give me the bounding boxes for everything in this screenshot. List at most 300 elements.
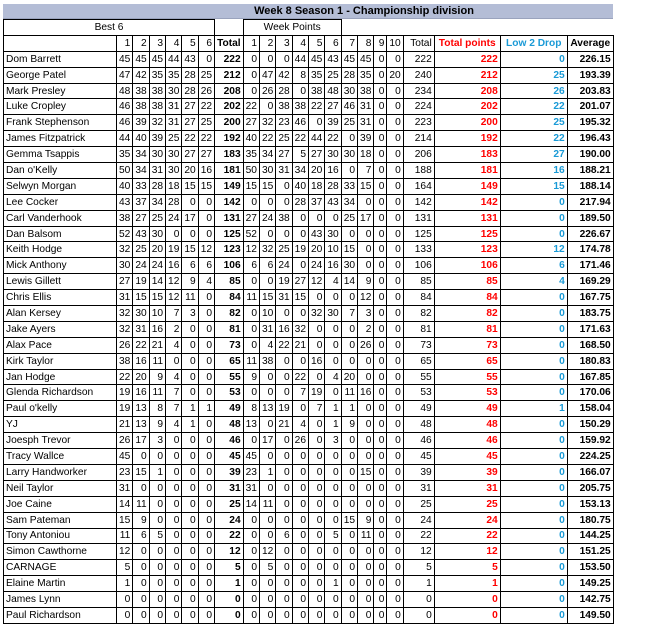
- week-score: 0: [292, 449, 308, 465]
- week-score: 0: [325, 560, 341, 576]
- low2-drop: 0: [500, 417, 567, 433]
- week-score: 0: [309, 290, 325, 306]
- player-name: Alax Pace: [4, 337, 117, 353]
- low2-drop: 0: [500, 337, 567, 353]
- best-score: 25: [198, 115, 214, 131]
- week-score: 23: [276, 115, 292, 131]
- week-score: 0: [387, 449, 403, 465]
- best-score: 28: [182, 67, 198, 83]
- week-score: 0: [292, 401, 308, 417]
- best-score: 6: [198, 258, 214, 274]
- week-total: 131: [403, 210, 434, 226]
- week-score: 0: [276, 480, 292, 496]
- week-score: 0: [292, 512, 308, 528]
- best-score: 7: [166, 385, 182, 401]
- week-score: 46: [341, 99, 357, 115]
- low2-drop: 0: [500, 210, 567, 226]
- week-score: 31: [276, 163, 292, 179]
- table-row: [4, 369, 614, 385]
- best-score: 0: [182, 607, 198, 623]
- week-score: 0: [259, 385, 275, 401]
- week-col-header: 4: [292, 35, 308, 51]
- best-total: 123: [215, 242, 244, 258]
- week-score: 0: [292, 464, 308, 480]
- week-score: 0: [309, 480, 325, 496]
- week-score: 0: [309, 576, 325, 592]
- week-score: 0: [374, 544, 387, 560]
- table-row: [4, 449, 614, 465]
- week-score: 0: [374, 449, 387, 465]
- best-score: 0: [117, 607, 133, 623]
- week-score: 0: [259, 607, 275, 623]
- player-name: Jan Hodge: [4, 369, 117, 385]
- name-column-header: [4, 35, 117, 51]
- best-score: 6: [133, 528, 149, 544]
- best-total: 22: [215, 528, 244, 544]
- week-score: 24: [309, 258, 325, 274]
- best-total: 200: [215, 115, 244, 131]
- best-score: 17: [182, 210, 198, 226]
- table-row: [4, 464, 614, 480]
- best-total: 12: [215, 544, 244, 560]
- week-score: 0: [358, 194, 374, 210]
- average: 188.14: [567, 178, 613, 194]
- week-score: 31: [358, 115, 374, 131]
- best-score: 0: [166, 496, 182, 512]
- week-score: 0: [309, 321, 325, 337]
- week-score: 15: [341, 242, 357, 258]
- week-score: 0: [259, 369, 275, 385]
- best-score: 4: [166, 369, 182, 385]
- total-points: 82: [434, 306, 500, 322]
- week-score: 35: [243, 147, 259, 163]
- week-score: 0: [358, 258, 374, 274]
- table-row: [4, 306, 614, 322]
- week-score: 0: [374, 194, 387, 210]
- best-score: 45: [117, 51, 133, 67]
- best-score: 38: [117, 353, 133, 369]
- total-points: 123: [434, 242, 500, 258]
- best-total: 85: [215, 274, 244, 290]
- best-score: 0: [198, 592, 214, 608]
- average: 167.85: [567, 369, 613, 385]
- table-row: [4, 178, 614, 194]
- best-score: 44: [166, 51, 182, 67]
- week-score: 0: [325, 449, 341, 465]
- best-score: 14: [149, 274, 165, 290]
- player-name: Mick Anthony: [4, 258, 117, 274]
- low2-drop: 12: [500, 242, 567, 258]
- player-name: Mark Presley: [4, 83, 117, 99]
- week-score: 31: [358, 99, 374, 115]
- player-name: Dan Balsom: [4, 226, 117, 242]
- week-total: 55: [403, 369, 434, 385]
- week-score: 19: [292, 242, 308, 258]
- table-row: [4, 242, 614, 258]
- week-score: 30: [325, 306, 341, 322]
- total-points: 202: [434, 99, 500, 115]
- average: 167.75: [567, 290, 613, 306]
- week-score: 0: [243, 433, 259, 449]
- header-row-columns: [4, 35, 614, 51]
- table-row: [4, 337, 614, 353]
- week-score: 0: [387, 115, 403, 131]
- week-score: 27: [243, 115, 259, 131]
- week-score: 0: [387, 306, 403, 322]
- total-points: 208: [434, 83, 500, 99]
- week-score: 14: [243, 496, 259, 512]
- best-score: 0: [198, 369, 214, 385]
- best-total: 192: [215, 131, 244, 147]
- header-row-groups: [4, 20, 614, 36]
- player-name: Alan Kersey: [4, 306, 117, 322]
- best-total: 222: [215, 51, 244, 67]
- week-score: 43: [325, 194, 341, 210]
- best-score: 31: [133, 321, 149, 337]
- best-score: 15: [133, 290, 149, 306]
- total-points: 192: [434, 131, 500, 147]
- player-name: YJ: [4, 417, 117, 433]
- average: 174.78: [567, 242, 613, 258]
- week-score: 0: [309, 607, 325, 623]
- total-points: 0: [434, 607, 500, 623]
- week-score: 30: [341, 258, 357, 274]
- week-score: 20: [387, 67, 403, 83]
- week-score: 20: [309, 242, 325, 258]
- best-score: 0: [166, 544, 182, 560]
- week-score: 0: [374, 560, 387, 576]
- week-total: 240: [403, 67, 434, 83]
- week-col-header: 3: [276, 35, 292, 51]
- week-score: 0: [276, 512, 292, 528]
- best-score: 0: [149, 512, 165, 528]
- table-row: [4, 163, 614, 179]
- best-score: 13: [133, 401, 149, 417]
- week-score: 11: [358, 528, 374, 544]
- low2-drop: 0: [500, 576, 567, 592]
- total-points: 48: [434, 417, 500, 433]
- week-total: 84: [403, 290, 434, 306]
- week-score: 2: [358, 321, 374, 337]
- week-score: 0: [358, 369, 374, 385]
- week-score: 0: [292, 576, 308, 592]
- best-score: 0: [182, 496, 198, 512]
- best-score: 6: [182, 258, 198, 274]
- week-score: 0: [387, 178, 403, 194]
- week-score: 5: [259, 560, 275, 576]
- average: 196.43: [567, 131, 613, 147]
- week-score: 26: [292, 433, 308, 449]
- week-score: 25: [341, 115, 357, 131]
- week-score: 0: [325, 544, 341, 560]
- best-score: 0: [149, 576, 165, 592]
- week-score: 9: [243, 369, 259, 385]
- best-score: 22: [133, 337, 149, 353]
- best-score: 0: [198, 226, 214, 242]
- best-total: 131: [215, 210, 244, 226]
- week-total: 45: [403, 449, 434, 465]
- week-score: 0: [341, 290, 357, 306]
- best-score: 25: [133, 242, 149, 258]
- week-total: 206: [403, 147, 434, 163]
- week-score: 0: [292, 83, 308, 99]
- best-score: 0: [182, 433, 198, 449]
- average: 189.50: [567, 210, 613, 226]
- average: 149.25: [567, 576, 613, 592]
- week-score: 39: [358, 131, 374, 147]
- week-score: 15: [292, 290, 308, 306]
- best-score: 26: [117, 337, 133, 353]
- best-score: 19: [117, 401, 133, 417]
- week-score: 0: [341, 353, 357, 369]
- best-total: 202: [215, 99, 244, 115]
- best-total: 24: [215, 512, 244, 528]
- best-total: 1: [215, 576, 244, 592]
- week-score: 6: [259, 258, 275, 274]
- average: 153.13: [567, 496, 613, 512]
- best-total: 45: [215, 449, 244, 465]
- best-score: 46: [117, 99, 133, 115]
- best-score: 0: [182, 512, 198, 528]
- best-score: 0: [182, 337, 198, 353]
- table-row: [4, 321, 614, 337]
- week-score: 0: [325, 496, 341, 512]
- best-score: 0: [198, 210, 214, 226]
- total-points: 22: [434, 528, 500, 544]
- week-score: 28: [292, 194, 308, 210]
- week-score: 0: [374, 83, 387, 99]
- week-score: 0: [276, 592, 292, 608]
- average-header: Average: [567, 35, 613, 51]
- player-name: Lee Cocker: [4, 194, 117, 210]
- week-score: 0: [374, 210, 387, 226]
- total-points-header: Total points: [434, 35, 500, 51]
- best-score: 4: [166, 337, 182, 353]
- week-score: 0: [387, 99, 403, 115]
- best-score: 46: [117, 115, 133, 131]
- best-score: 1: [198, 401, 214, 417]
- week-score: 0: [387, 528, 403, 544]
- week-score: 22: [259, 131, 275, 147]
- week-score: 0: [309, 337, 325, 353]
- week-score: 0: [292, 592, 308, 608]
- week-score: 0: [341, 528, 357, 544]
- week-score: 7: [341, 306, 357, 322]
- low2-drop: 0: [500, 353, 567, 369]
- best-score: 42: [133, 67, 149, 83]
- week-score: 12: [243, 242, 259, 258]
- week-score: 47: [259, 67, 275, 83]
- week-score: 6: [243, 258, 259, 274]
- total-points: 106: [434, 258, 500, 274]
- low2-drop: 0: [500, 321, 567, 337]
- average: 217.94: [567, 194, 613, 210]
- total-points: 25: [434, 496, 500, 512]
- table-row: [4, 274, 614, 290]
- low2-drop: 0: [500, 194, 567, 210]
- best-total: 53: [215, 385, 244, 401]
- best-score: 1: [149, 464, 165, 480]
- best-score: 0: [182, 194, 198, 210]
- best-score: 15: [182, 178, 198, 194]
- week-score: 24: [259, 210, 275, 226]
- best-score: 15: [117, 512, 133, 528]
- week-score: 0: [374, 321, 387, 337]
- average: 159.92: [567, 433, 613, 449]
- best-score: 0: [182, 321, 198, 337]
- best-score: 19: [117, 385, 133, 401]
- best-total: 81: [215, 321, 244, 337]
- week-score: 22: [292, 131, 308, 147]
- week-score: 0: [292, 353, 308, 369]
- week-score: 0: [358, 576, 374, 592]
- week-score: 0: [259, 274, 275, 290]
- week-score: 0: [292, 258, 308, 274]
- best-score: 25: [198, 67, 214, 83]
- week-score: 0: [374, 464, 387, 480]
- best-score: 27: [182, 115, 198, 131]
- week-score: 40: [243, 131, 259, 147]
- week-score: 0: [387, 51, 403, 67]
- week-total: 53: [403, 385, 434, 401]
- table-row: [4, 67, 614, 83]
- best-score: 45: [149, 51, 165, 67]
- low2-drop: 25: [500, 115, 567, 131]
- week-score: 0: [259, 51, 275, 67]
- week-score: 17: [259, 433, 275, 449]
- best-score: 0: [166, 449, 182, 465]
- week-score: 31: [243, 480, 259, 496]
- week-score: 0: [259, 512, 275, 528]
- week-score: 25: [276, 242, 292, 258]
- week-score: 0: [374, 131, 387, 147]
- week-score: 0: [387, 226, 403, 242]
- week-total: 188: [403, 163, 434, 179]
- best-score: 15: [182, 242, 198, 258]
- week-score: 34: [292, 163, 308, 179]
- week-score: 0: [243, 51, 259, 67]
- week-score: 0: [243, 512, 259, 528]
- week-total: 82: [403, 306, 434, 322]
- table-row: [4, 99, 614, 115]
- week-score: 0: [325, 210, 341, 226]
- total-points: 45: [434, 449, 500, 465]
- week-score: 0: [374, 369, 387, 385]
- best-score: 11: [182, 290, 198, 306]
- player-name: Neil Taylor: [4, 480, 117, 496]
- week-score: 0: [292, 496, 308, 512]
- best-score: 0: [166, 226, 182, 242]
- week-score: 0: [374, 99, 387, 115]
- week-score: 0: [276, 464, 292, 480]
- total-points: 125: [434, 226, 500, 242]
- low2-drop: 1: [500, 401, 567, 417]
- low2-drop: 0: [500, 607, 567, 623]
- week-score: 45: [341, 51, 357, 67]
- week-score: 34: [341, 194, 357, 210]
- week-score: 0: [387, 385, 403, 401]
- week-score: 25: [276, 131, 292, 147]
- week-score: 0: [243, 306, 259, 322]
- week-score: 0: [341, 480, 357, 496]
- best-score: 19: [166, 242, 182, 258]
- best-score: 38: [133, 99, 149, 115]
- table-row: [4, 51, 614, 67]
- table-row: [4, 194, 614, 210]
- week-score: 5: [292, 147, 308, 163]
- week-score: 0: [309, 369, 325, 385]
- week-score: 0: [243, 528, 259, 544]
- best-score: 0: [198, 449, 214, 465]
- week-score: 21: [292, 337, 308, 353]
- week-score: 16: [325, 163, 341, 179]
- best-score: 0: [133, 480, 149, 496]
- week-score: 0: [387, 480, 403, 496]
- best-score: 24: [149, 258, 165, 274]
- best-score: 32: [149, 115, 165, 131]
- week-total: 46: [403, 433, 434, 449]
- best-score: 0: [182, 592, 198, 608]
- week-score: 12: [259, 544, 275, 560]
- week-score: 30: [325, 226, 341, 242]
- week-total: 106: [403, 258, 434, 274]
- week-score: 16: [358, 385, 374, 401]
- week-score: 43: [309, 226, 325, 242]
- week-score: 0: [374, 592, 387, 608]
- week-score: 0: [374, 242, 387, 258]
- week-score: 0: [374, 274, 387, 290]
- week-score: 26: [358, 337, 374, 353]
- best-score: 30: [117, 258, 133, 274]
- week-score: 7: [309, 401, 325, 417]
- best-score: 0: [166, 480, 182, 496]
- best-score: 11: [133, 496, 149, 512]
- best-score: 0: [149, 592, 165, 608]
- week-score: 0: [325, 337, 341, 353]
- best-score: 16: [198, 163, 214, 179]
- table-row: [4, 528, 614, 544]
- best-score: 16: [133, 353, 149, 369]
- best-score: 26: [117, 433, 133, 449]
- table-row: [4, 226, 614, 242]
- best-score: 27: [182, 147, 198, 163]
- week-score: 24: [276, 258, 292, 274]
- week-score: 23: [243, 464, 259, 480]
- week-score: 0: [259, 480, 275, 496]
- week-score: 27: [276, 147, 292, 163]
- week-total: 133: [403, 242, 434, 258]
- average: 153.50: [567, 560, 613, 576]
- best-total: 49: [215, 401, 244, 417]
- week-score: 0: [309, 560, 325, 576]
- average: 205.75: [567, 480, 613, 496]
- best-score: 45: [133, 51, 149, 67]
- best-score: 22: [117, 369, 133, 385]
- best-score: 30: [166, 83, 182, 99]
- week-score: 3: [325, 433, 341, 449]
- best-score: 0: [149, 544, 165, 560]
- week-score: 0: [243, 560, 259, 576]
- week-score: 0: [387, 576, 403, 592]
- week-score: 0: [243, 337, 259, 353]
- week-score: 38: [309, 83, 325, 99]
- week-col-header: 2: [259, 35, 275, 51]
- week-total: 31: [403, 480, 434, 496]
- week-score: 15: [358, 464, 374, 480]
- week-score: 0: [387, 274, 403, 290]
- week-score: 44: [309, 131, 325, 147]
- total-points: 55: [434, 369, 500, 385]
